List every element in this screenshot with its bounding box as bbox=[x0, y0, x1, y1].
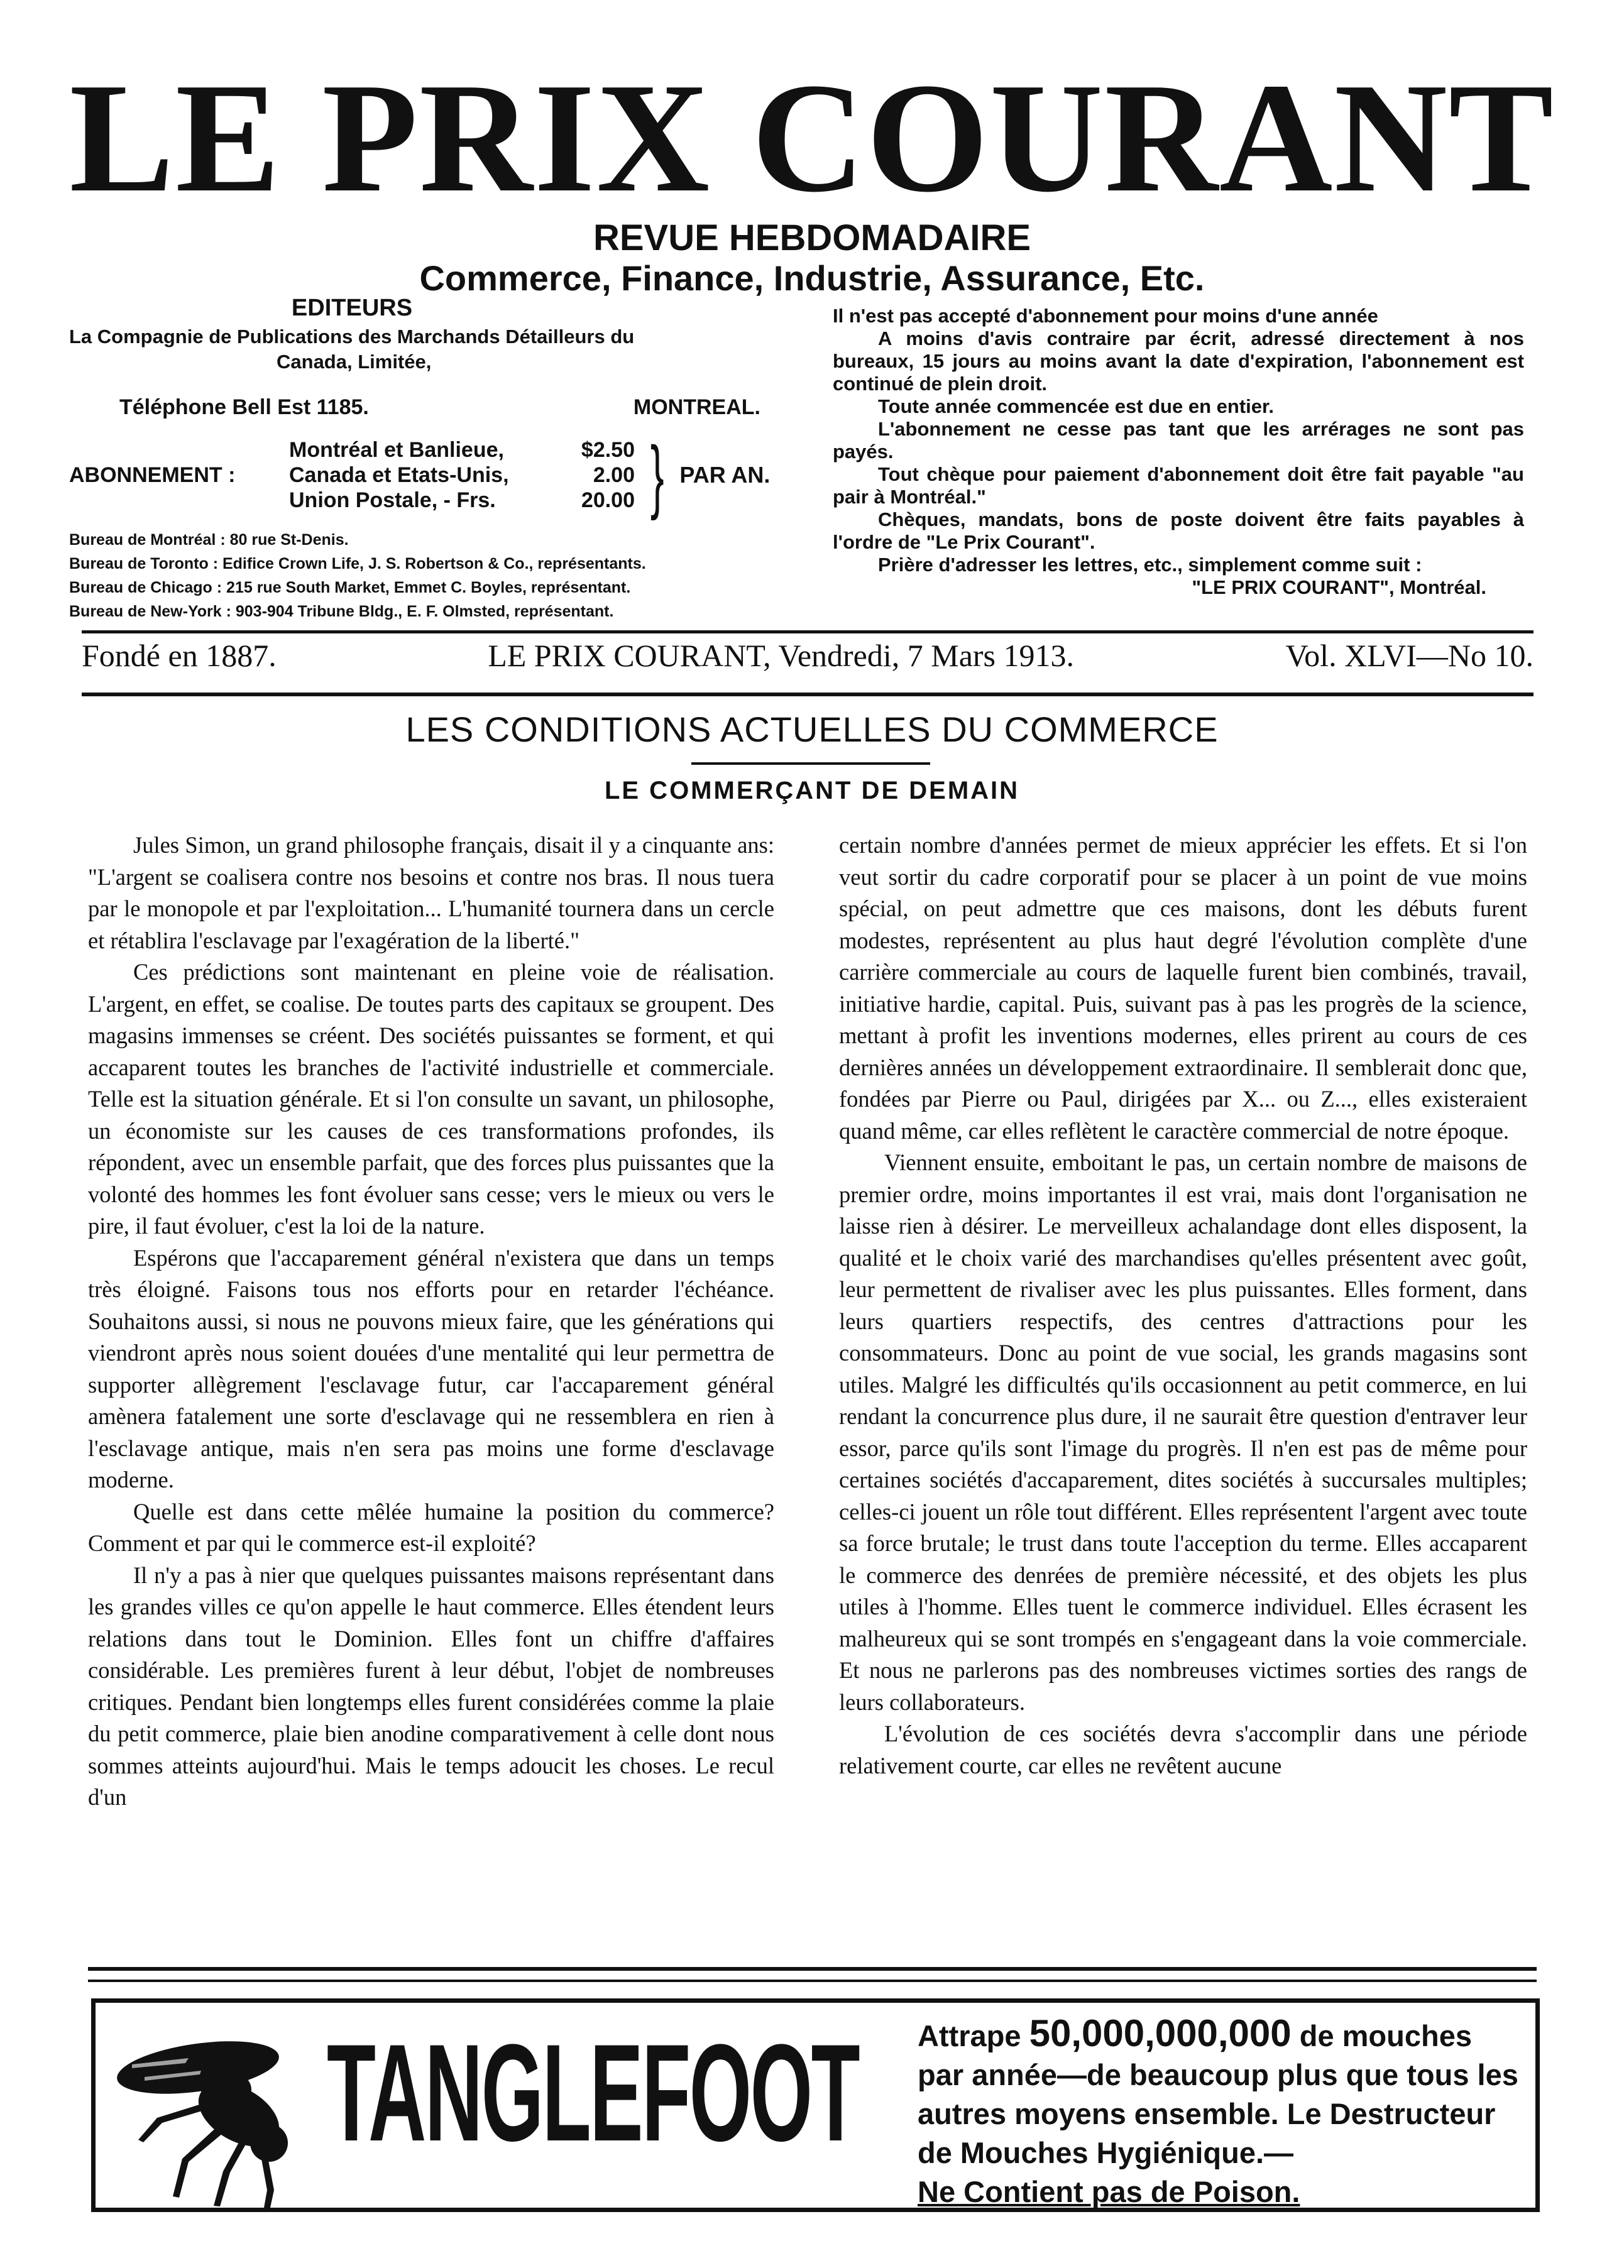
masthead-sections: Commerce, Finance, Industrie, Assurance, Etc. bbox=[419, 258, 1205, 298]
paragraph: Quelle est dans cette mêlée humaine la position du commerce? Comment et par qui le commerce est-il exploité? bbox=[88, 1498, 774, 1556]
bureaus-list bbox=[69, 528, 786, 623]
rate-region: Canada et Etats-Unis, bbox=[289, 463, 509, 487]
dateline bbox=[82, 637, 1533, 674]
bureau-item: Bureau de Toronto : Edifice Crown Life, J. S. Robertson & Co., représentants. bbox=[69, 555, 646, 572]
condition-signoff: "LE PRIX COURANT", Montréal. bbox=[1192, 576, 1486, 598]
footer-rule-1 bbox=[88, 1967, 1537, 1971]
footer-rule-2 bbox=[88, 1980, 1537, 1982]
abonnement-label: ABONNEMENT : bbox=[69, 463, 236, 487]
paragraph: Jules Simon, un grand philosophe français, disait il y a cinquante ans: "L'argent se coalisera contre nos besoins et contre nos bras. Il nous tuera par le monopole et par l'exploitation... L'humanité tournera dans un cercle et rétablira l'esclavage par l'exagération de la liberté." bbox=[88, 832, 774, 953]
rate-region: Union Postale, - Frs. bbox=[289, 488, 496, 512]
ad-text-post: de mouches par année—de beaucoup plus que tous les autres moyens ensemble. Le Destructeur de Mouches Hygiénique.— bbox=[918, 2019, 1518, 2169]
condition-item: Prière d'adresser les lettres, etc., simplement comme suit : bbox=[878, 554, 1422, 576]
publisher-block bbox=[69, 295, 786, 623]
par-an-label: PAR AN. bbox=[679, 462, 771, 488]
title-rule bbox=[691, 762, 930, 765]
subscription-conditions bbox=[833, 305, 1524, 599]
masthead-subtitle: REVUE HEBDOMADAIRE bbox=[593, 217, 1031, 258]
volume-number: Vol. XLVI—No 10. bbox=[1285, 638, 1533, 673]
masthead-title: LE PRIX COURANT bbox=[69, 51, 1555, 225]
condition-item: Il n'est pas accepté d'abonnement pour moins d'une année bbox=[833, 305, 1378, 327]
telephone: Téléphone Bell Est 1185. bbox=[119, 395, 369, 419]
advertisement-text bbox=[918, 2014, 1521, 2211]
company-name bbox=[69, 324, 786, 375]
editeurs-label: EDITEURS bbox=[291, 295, 413, 321]
condition-item: Tout chèque pour paiement d'abonnement doit être fait payable "au pair à Montréal." bbox=[833, 463, 1524, 508]
tanglefoot-brand: TANGLEFOOT bbox=[327, 2015, 859, 2170]
founded-date: Fondé en 1887. bbox=[82, 638, 277, 673]
article-column-right bbox=[839, 830, 1527, 1782]
rate-price: $2.50 bbox=[581, 438, 635, 462]
company-line-1: La Compagnie de Publications des Marchands Détailleurs du bbox=[69, 326, 635, 348]
fly-icon bbox=[113, 2008, 321, 2209]
article-subtitle: LE COMMERÇANT DE DEMAIN bbox=[604, 777, 1020, 804]
bureau-item: Bureau de New-York : 903-904 Tribune Bldg., E. F. Olmsted, représentant. bbox=[69, 603, 614, 620]
paragraph: Viennent ensuite, emboitant le pas, un certain nombre de maisons de premier ordre, moins importantes il est vrai, mais dont l'organisation ne laisse rien à désirer. Le merveilleux achalandage dont elles disposent, la qualité et le choix varié des marchandises qu'elles présentent avec goût, leur permettent de rivaliser avec les plus puissantes. Elles forment, dans leurs quartiers respectifs, des centres d'attractions pour les consommateurs. Donc au point de vue social, les grands magasins sont utiles. Malgré les difficultés qu'ils occasionnent au petit commerce, en lui rendant la concurrence plus dure, il ne saurait être question d'entraver leur essor, parce qu'ils sont l'image du progrès. Il n'en est pas de même pour certaines sociétés d'accaparement, dites sociétés à succursales multiples; celles-ci jouent un rôle tout différent. Elles représentent l'argent avec toute sa force brutale; le trust dans toute l'acception du terme. Elles accaparent le commerce des denrées de première nécessité, et des objets les plus utiles à l'homme. Elles tuent le commerce individuel. Elles écrasent les malheureux qui se sont trompés en s'engageant dans la voie commerciale. Et nous ne parlerons pas des nombreuses victimes sorties des rangs de leurs collaborateurs. bbox=[839, 1149, 1527, 1715]
rate-row bbox=[289, 463, 635, 488]
bureau-item: Bureau de Montréal : 80 rue St-Denis. bbox=[69, 531, 349, 549]
condition-item: Chèques, mandats, bons de poste doivent être faits payables à l'ordre de "Le Prix Courant". bbox=[833, 508, 1524, 553]
rate-row bbox=[289, 488, 635, 513]
paragraph: Il n'y a pas à nier que quelques puissantes maisons représentant dans les grandes villes ce qu'on appelle le haut commerce. Elles étendent leurs relations dans tout le Dominion. Elles font un chiffre d'affaires considérable. Les premières furent à leur début, l'objet de nombreuses critiques. Pendant bien longtemps elles furent considérées comme la plaie du petit commerce, plaie bien anodine comparativement à celle dont nous sommes atteints aujourd'hui. Mais le temps adoucit les choses. Le recul d'un bbox=[88, 1562, 774, 1810]
condition-item: L'abonnement ne cesse pas tant que les arrérages ne sont pas payés. bbox=[833, 418, 1524, 463]
header-rule-bottom bbox=[82, 693, 1533, 696]
city: MONTREAL. bbox=[633, 395, 760, 419]
paragraph: Ces prédictions sont maintenant en pleine voie de réalisation. L'argent, en effet, se coalise. De toutes parts des capitaux se groupent. Des magasins immenses se créent. Des sociétés puissantes se forment, et qui accaparent toutes les branches de l'activité industrielle et commerciale. Telle est la situation générale. Et si l'on consulte un savant, un philosophe, un économiste sur les causes de ces transformations profondes, ils répondent, avec un ensemble parfait, que des forces plus puissantes que la volonté des hommes les font évoluer sans cesse; vers le mieux ou vers le pire, il faut évoluer, c'est la loi de la nature. bbox=[88, 959, 774, 1239]
subscription-rates bbox=[69, 429, 786, 521]
condition-item: Toute année commencée est due en entier. bbox=[878, 395, 1274, 417]
contact-row bbox=[69, 395, 786, 420]
rate-region: Montréal et Banlieue, bbox=[289, 438, 504, 462]
article-title: LES CONDITIONS ACTUELLES DU COMMERCE bbox=[405, 709, 1219, 749]
issue-date: LE PRIX COURANT, Vendredi, 7 Mars 1913. bbox=[488, 638, 1075, 673]
ad-text-pre: Attrape bbox=[918, 2019, 1029, 2052]
header-rule-top bbox=[82, 630, 1533, 633]
rate-price: 2.00 bbox=[593, 463, 635, 487]
paragraph: Espérons que l'accaparement général n'existera que dans un temps très éloigné. Faisons tous nos efforts pour en retarder l'échéance. Souhaitons aussi, si nous ne pouvons mieux faire, que les générations qui viendront après nous soient douées d'une mentalité qui leur permettra de supporter allègrement l'esclavage futur, car l'accaparement général amènera fatalement une sorte d'esclavage qui ne ressemblera en rien à l'esclavage antique, mais n'en sera pas moins une forme d'esclavage moderne. bbox=[88, 1244, 774, 1493]
bureau-item: Bureau de Chicago : 215 rue South Market, Emmet C. Boyles, représentant. bbox=[69, 579, 631, 596]
paragraph: L'évolution de ces sociétés devra s'accomplir dans une période relativement courte, car elles ne revêtent aucune bbox=[839, 1721, 1527, 1778]
rates-list bbox=[289, 437, 635, 513]
company-line-2: Canada, Limitée, bbox=[277, 351, 432, 373]
brace-glyph: } bbox=[650, 429, 664, 521]
rate-price: 20.00 bbox=[581, 488, 635, 512]
ad-number: 50,000,000,000 bbox=[1029, 2012, 1292, 2054]
condition-item: A moins d'avis contraire par écrit, adressé directement à nos bureaux, 15 jours au moins avant la date d'expiration, l'abonnement est continué de plein droit. bbox=[833, 327, 1524, 395]
paragraph: certain nombre d'années permet de mieux apprécier les effets. Et si l'on veut sortir du cadre corporatif pour se placer à un point de vue moins spécial, on peut admettre que ces maisons, dont les débuts furent modestes, représentent au plus haut degré l'évolution complète d'une carrière commerciale au cours de laquelle furent bien combinés, travail, initiative hardie, capital. Puis, suivant pas à pas les progrès de la science, mettant à profit les inventions modernes, elles prirent au cours de ces dernières années un développement extraordinaire. Il semblerait donc que, fondées par Pierre ou Paul, dirigées par X... ou Z..., elles existeraient quand même, car elles reflètent le caractère commercial de notre époque. bbox=[839, 832, 1527, 1144]
ad-text-last: Ne Contient pas de Poison. bbox=[918, 2175, 1300, 2208]
rate-row bbox=[289, 437, 635, 463]
article-column-left bbox=[88, 830, 774, 1814]
